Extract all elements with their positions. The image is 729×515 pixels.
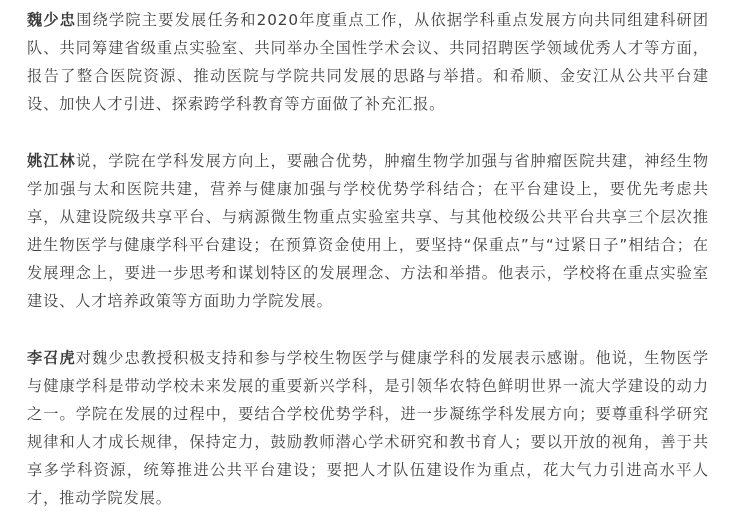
- speaker-name: 魏少忠: [27, 11, 77, 29]
- paragraph-li: [27, 344, 709, 512]
- paragraph-wei: [27, 6, 709, 118]
- paragraph-text: 围绕学院主要发展任务和2020年度重点工作，从依据学科重点发展方向共同组建科研团队、共同筹建省级重点实验室、共同举办全国性学术会议、共同招聘医学领域优秀人才等方面，报告了整合医院资源、推动医院与学院共同发展的思路与举措。和希顺、金安江从公共平台建设、加快人才引进、探索跨学科教育等方面做了补充汇报。: [27, 11, 709, 113]
- speaker-name: 李召虎: [27, 349, 76, 367]
- speaker-name: 姚江林: [27, 152, 76, 170]
- article-body: [27, 6, 709, 512]
- paragraph-text: 说，学院在学科发展方向上，要融合优势，肿瘤生物学加强与省肿瘤医院共建，神经生物学加强与太和医院共建，营养与健康加强与学校优势学科结合；在平台建设上，要优先考虑共享，从建设院级共享平台、与病源微生物重点实验室共享、与其他校级公共平台共享三个层次推进生物医学与健康学科平台建设；在预算资金使用上，要坚持“保重点”与“过紧日子”相结合；在发展理念上，要进一步思考和谋划特区的发展理念、方法和举措。他表示，学校将在重点实验室建设、人才培养政策等方面助力学院发展。: [27, 152, 709, 310]
- paragraph-yao: [27, 147, 709, 315]
- paragraph-text: 对魏少忠教授积极支持和参与学校生物医学与健康学科的发展表示感谢。他说，生物医学与健康学科是带动学校未来发展的重要新兴学科，是引领华农特色鲜明世界一流大学建设的动力之一。学院在发展的过程中，要结合学校优势学科，进一步凝练学科发展方向；要尊重科学研究规律和人才成长规律，保持定力，鼓励教师潜心学术研究和教书育人；要以开放的视角，善于共享多学科资源，统筹推进公共平台建设；要把人才队伍建设作为重点，花大气力引进高水平人才，推动学院发展。: [27, 349, 709, 507]
